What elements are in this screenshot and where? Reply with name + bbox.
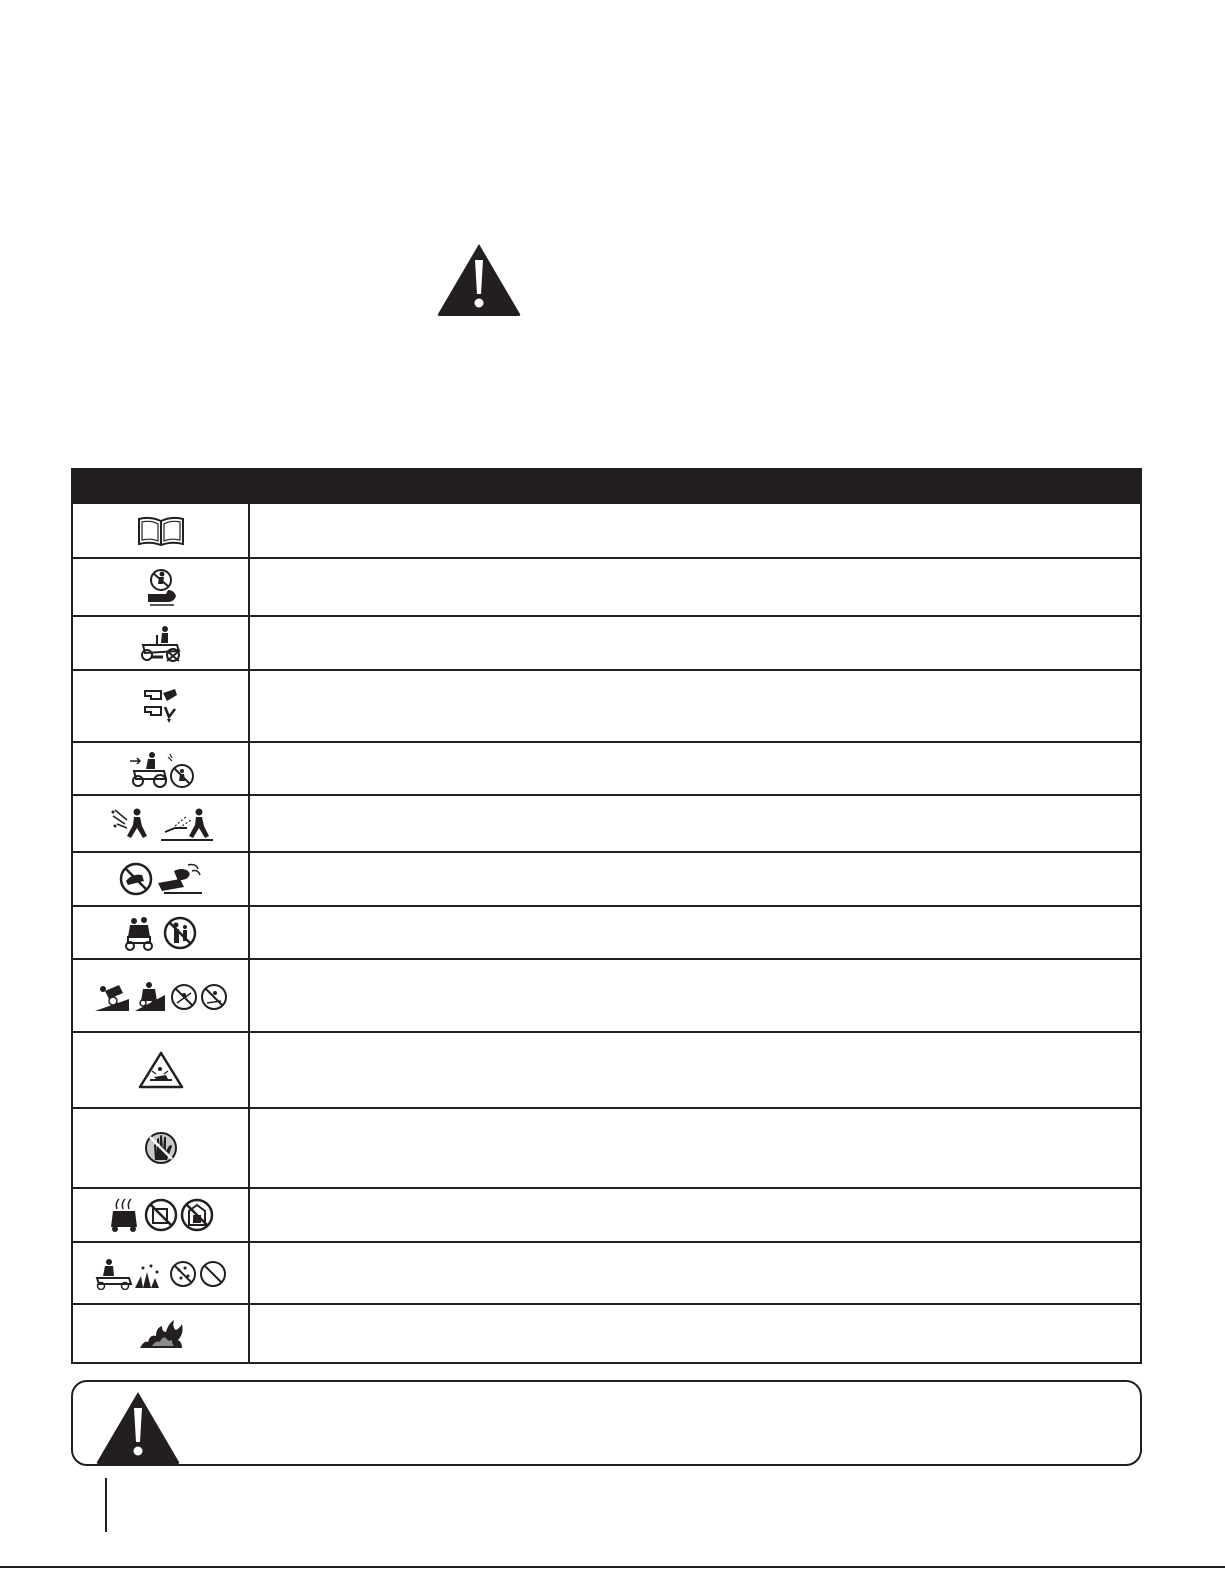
row-text — [250, 960, 1140, 1031]
row-text — [250, 504, 1140, 557]
thrown-objects-icon — [109, 806, 213, 842]
read-manual-icon — [136, 515, 186, 547]
slope-rollover-icon — [93, 979, 229, 1013]
row-text — [250, 743, 1140, 794]
no-mow-reverse-icon — [128, 749, 194, 789]
warning-triangle-icon — [95, 1390, 181, 1466]
row-text — [250, 1109, 1140, 1187]
blade-cutting-hand-icon — [118, 861, 204, 897]
flame-icon — [138, 1318, 184, 1350]
table-row — [73, 502, 1140, 557]
table-header — [73, 468, 1140, 502]
page-number-rule — [105, 1478, 107, 1532]
row-text — [250, 1305, 1140, 1362]
table-row — [73, 794, 1140, 851]
table-row — [73, 669, 1140, 741]
table-row — [73, 851, 1140, 905]
table-row — [73, 958, 1140, 1031]
row-text — [250, 853, 1140, 905]
table-row — [73, 1031, 1140, 1107]
drop-off-hazard-icon — [138, 1051, 184, 1089]
row-text — [250, 559, 1140, 615]
table-row — [73, 1303, 1140, 1362]
warning-triangle-icon — [436, 242, 522, 318]
blade-engage-lever-icon — [143, 687, 179, 725]
table-row — [73, 1107, 1140, 1187]
seated-operator-icon — [144, 568, 178, 606]
fumes-no-enclosed-space-icon — [107, 1197, 215, 1233]
warning-notice-box — [71, 1380, 1142, 1466]
footer-rule — [0, 1566, 1225, 1568]
table-row — [73, 557, 1140, 615]
row-text — [250, 671, 1140, 741]
no-hands-icon — [143, 1130, 179, 1166]
row-text — [250, 1243, 1140, 1303]
row-text — [250, 1033, 1140, 1107]
table-row — [73, 1241, 1140, 1303]
no-passengers-icon — [124, 915, 198, 951]
table-row — [73, 741, 1140, 794]
row-text — [250, 796, 1140, 851]
table-row — [73, 1187, 1140, 1241]
row-text — [250, 907, 1140, 958]
table-row — [73, 905, 1140, 958]
riding-mower-blade-icon — [137, 623, 185, 663]
table-row — [73, 615, 1140, 669]
row-text — [250, 1189, 1140, 1241]
safety-symbols-table — [71, 468, 1142, 1364]
row-text — [250, 617, 1140, 669]
debris-fire-icon — [95, 1256, 227, 1290]
